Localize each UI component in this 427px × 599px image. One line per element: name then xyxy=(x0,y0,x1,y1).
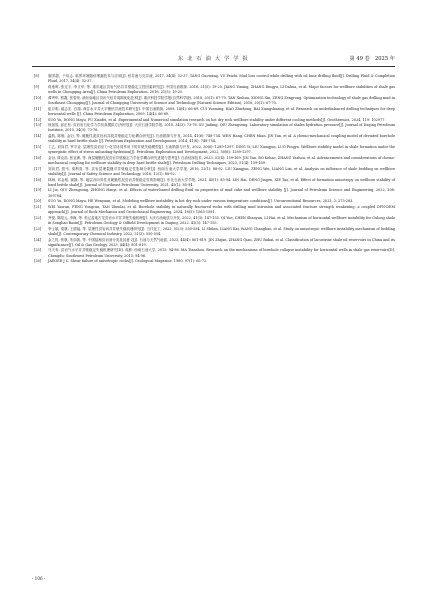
reference-text: 唐国超，于培志. 临界环境随钻堵漏技术与应用[J]. 钻井液与完井液, 2017, 34(4): 32-37. TANG Guowang, YU Peizhi. Mud loss control while drilling with oil base drilling fluid[J]. Drilling Fluid & Completion Fluid, 2017, 34(4): 32-37. xyxy=(48,74,395,84)
reference-number: [11] xyxy=(34,106,42,111)
reference-text: SUO Yu, DONG Mayu, FU Xiaofei, et al. Experimental and Numerical simulation research on hot dry rock wellbore stability under different cooling methods[J]. Geothermics, 2024, 119: 102977. xyxy=(48,117,386,122)
reference-text: 刘向君, 曾韦, 梁利喜, 等. 页岩层理裂缝对井壁稳定性影响分析[J]. 西南石油大学学报, 2016, 12(1): 88-92. LIU Xiangjun, ZENG Wei, LIANG Lixi, et al. Analysis on influence of shale bedding on wellbore stability[J]. Journal of Safety Science and Technology, 2016, 12(1): 88-92. xyxy=(48,166,395,176)
reference-item xyxy=(34,216,395,226)
reference-number: [12] xyxy=(34,117,42,122)
reference-text: 金衍, 薄克浩, 张亚洲, 等. 深层硬脆性泥页岩井壁稳定力学化学耦合研究进展与思考[J]. 石油钻探技术, 2023, 51(4): 159-169. JIN Yan, BO Kehao, ZHANG Yazhou, et al. Advancements and considerations of chemo-mechanical coupling for wellbore stability in deep hard brittle shale[J]. Petroleum Drilling Techniques, 2023, 51(4): 159-169. xyxy=(48,155,395,165)
reference-item xyxy=(34,96,395,106)
reference-text: JAEGER J C. Shear failure of anisotropic rocks[J]. Geological Magazine, 1960, 97(1): 65-72. xyxy=(48,259,208,264)
reference-number: [23] xyxy=(34,226,42,231)
reference-item xyxy=(34,134,395,144)
reference-number: [26] xyxy=(34,259,42,264)
reference-number: [25] xyxy=(34,248,42,253)
reference-text: 温航, 陈勉, 金衍, 等. 硬脆性泥页岩斜井段井壁稳定力化耦合研究[J]. 石油勘探与开发, 2014, 41(6): 748-754. WEN Hang, CHEN Mian, JIN Yan, et al. A chemo-mechanical coupling model of deviated borehole stability in hard brittle shale [J]. Petroleum Exploration and Development, 2014, 41(6): 748-754. xyxy=(48,134,395,144)
reference-item xyxy=(34,123,395,133)
reference-number: [19] xyxy=(34,188,42,193)
reference-text: 金之钧, 张康, 朱如凯, 等. 中国陆相页岩油分类及其意义[J]. 石油与天然气地质, 2023, 44(4): 801-819. JIN Zhijun, ZHANG Qian, ZHU Rukai, et al. Classification of lacustrine shale oil reservoirs in China and its significance[J]. Oil & Gas Geology, 2023, 44(4): 801-819. xyxy=(48,237,395,247)
reference-number: [20] xyxy=(34,199,42,204)
reference-text: 丁乙, 刘向君, 罗平亚. 层理性页岩应力-化学协同作用下的井壁失稳模型[J]. 石油勘探与开发, 2022, 50(6): 1289-1297. DING Yi, LIU Xiangjun, LUO Pingya. Wellbore stability model in shale formation under the synergistic effect of stress unloading-hydration[J]. Petroleum Exploration and Development, 2022, 50(6): 1289-1297. xyxy=(48,144,395,155)
reference-number: [15] xyxy=(34,144,42,149)
reference-number: [16] xyxy=(34,155,42,160)
reference-number: [10] xyxy=(34,95,42,100)
reference-item xyxy=(34,74,395,84)
reference-text: 崔月明, 郝志宏, 白翔. 深井水平井大平衡钻井液技术研究[J]. 中国石油勘探, 2009, 14(4): 66-69. CUI Yueming, HAO Zhizhong, BAI Xiangshuang, et al. Research on underbalanced drilling techniques for deep horizontal wells [J]. China Petroleum Exploration, 2009, 14(4): 66-69. xyxy=(48,106,395,116)
reference-text: 蒋逸晖, 张定宇, 李文华, 等. 重庆地区页岩气钻井井壁稳定主控因素研究[J]. 中国石油勘探, 2016, 21(5): 19-25. JIANG Yiming, ZHANG Dingyu, LI Dahua, et al. Major factors for wellbore stabilities of shale gas wells in Chongqing Area[J]. China Petroleum Exploration, 2016, 21(5): 19-25. xyxy=(48,84,395,95)
reference-text: 谭秀华, 熊鑫, 张曾荣. 渝东南地区页岩气钻井周期优化技术[J]. 重庆科技学院学报(自然科学版), 2018, 20(1): 67-70. TAN Xiuhua, XIONG Xin, ZENG Zengrong. Optimization technology of shale gas drilling mud in Southeast Chongqing[J]. Journal of Chongqing University of Science and Technology (Natural Science Edition), 2018, 20(1): 67-70. xyxy=(48,95,395,105)
reference-item xyxy=(34,156,395,166)
reference-number: [14] xyxy=(34,134,42,139)
reference-text: 齐悦, 陈绍云, 李海, 等. 松辽盆地古龙页岩水平井井壁失稳机理[J]. 大庆石油地质与开发, 2022, 41(3): 147-155. QI Yue, CHEN Shaoyun, LI Hai, et al. Mechanism of horizontal wellbore instability for Gulong shale in Songliao Basin[J]. Petroleum Geology & Oilfield Development in Daqing, 2022, 41(3): 147-155. xyxy=(48,215,395,226)
reference-item xyxy=(34,107,395,117)
reference-item xyxy=(34,178,395,188)
reference-item xyxy=(34,199,395,204)
reference-item xyxy=(34,188,395,198)
reference-text: WEI Yaoran, FENG Yongcun, TAN Zhenlai, et al. Borehole stability in naturally fractured rocks with drilling mud intrusion and associated fracture strength weakening: a coupled DFN-DEM approach[J]. Journal of Rock Mechanics and Geotechnical Engineering, 2024, 16(5): 1565-1581. xyxy=(48,204,395,215)
reference-text: 李士斌, 梁康, 王德福, 等. 层理性页岩斜井井壁失稳机理研究[J]. 当代化工, 2022, 51(3): 550-554. LI Shibin, LIANG Kai, WANG Changhao, et al. Study on anisotropic wellbore instability mechanism of bedding shale[J]. Contemporary Chemical Industry, 2022, 51(3): 550-554. xyxy=(48,226,395,236)
volume-year: 第 49 卷 2025 年 xyxy=(349,56,395,62)
reference-number: [17] xyxy=(34,166,42,171)
reference-number: [18] xyxy=(34,177,42,182)
reference-item xyxy=(34,145,395,155)
reference-item xyxy=(34,238,395,248)
reference-text: 马天寿. 页岩气水平井井壁稳定失稳机理研究[D]. 成都: 西南石油大学, 2015: 94-96. MA Tianshou. Research on the mechanisms of borehole collapse instability for horizontal wells in shale gas reservoirs[D]. Chengdu: Southwest Petroleum University, 2015: 94-96. xyxy=(48,248,395,258)
reference-number: [24] xyxy=(34,237,42,242)
reference-item xyxy=(34,205,395,215)
running-header xyxy=(32,54,395,67)
reference-item xyxy=(34,85,395,95)
reference-item xyxy=(34,227,395,237)
reference-number: [21] xyxy=(34,204,42,209)
reference-number: [13] xyxy=(34,123,42,128)
reference-item xyxy=(34,248,395,258)
reference-item xyxy=(34,118,395,123)
reference-item xyxy=(34,259,395,264)
reference-text: 林海, 邓金根, 谢静, 等. 地层各向异性对硬脆性泥页岩井壁稳定性的影响[J]. 东北石油大学学报, 2021, 45(1): 85-94. LIN Hai, DENG Jingen, XIE Tao, et al. Effect of formation anisotropy on wellbore stability of hard brittle shale[J]. Journal of Northeast Petroleum University, 2021, 45(1): 85-94. xyxy=(48,177,395,187)
reference-number: [22] xyxy=(34,215,42,220)
reference-text: LI Jia, QIU Zhengsong, ZHONG Hanyi, et al. Effects of water-based drilling fluid on properties of mud cake and wellbore stability [J]. Journal of Petroleum Science and Engineering, 2022, 208: 109704. xyxy=(48,188,395,198)
journal-title: 东 北 石 油 大 学 学 报 xyxy=(177,56,250,62)
reference-number: [9] xyxy=(34,84,39,89)
reference-text: 徐加放, 邱正松. 页岩岩石化学力学仿真模拟方法研究[J]. 大庆石油学院学报, 2010, 34(3): 73-76. XU Jiafang, QIU Zhengsong. Laboratory simulation of shales hydration pressure[J]. Journal of Daqing Petroleum Institute, 2010, 34(3): 73-76. xyxy=(48,123,395,133)
page-number: · 106 · xyxy=(32,576,46,581)
reference-text: SUO Yu, DONG Mayu, HE Wenyuan, et al. Modeling wellbore instability in hot dry rock under various temperature conditions[J]. Unconventional Resources, 2023, 3: 275-283. xyxy=(48,199,354,204)
reference-item xyxy=(34,167,395,177)
reference-number: [8] xyxy=(34,74,39,78)
reference-list xyxy=(34,74,395,265)
